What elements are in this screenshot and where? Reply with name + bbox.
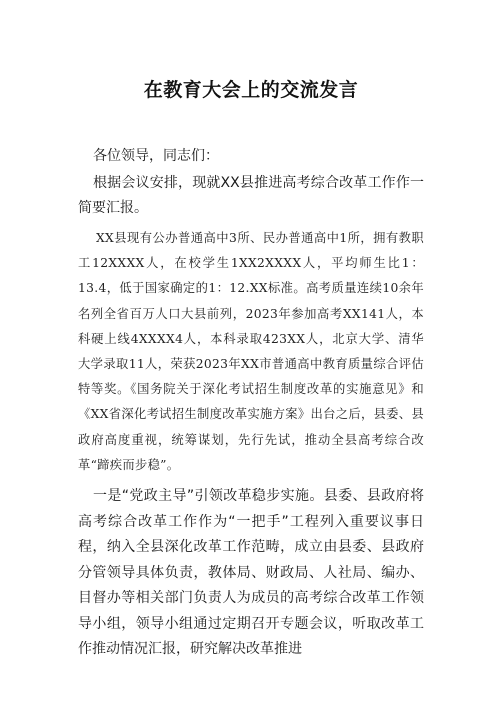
salutation-paragraph: 各位领导，同志们： bbox=[93, 148, 219, 164]
page-title: 在教育大会上的交流发言 bbox=[143, 79, 359, 101]
point-one-paragraph: 一是“党政主导”引领改革稳步实施。县委、县政府将高考综合改革工作作为“一把手”工程列入重要议事日程，纳入全县深化改革工作范畴，成立由县委、县政府分管领导具体负责，教体局、财政局、人社局、编办、目督办等相关部门负责人为成员的高考综合改革工作领导小组，领导小组通过定期召开专题会议，听取改革工作推动情况汇报，研究解决改革推进 bbox=[78, 488, 424, 658]
intro-paragraph: 根据会议安排，现就XX县推进高考综合改革工作作一简要汇报。 bbox=[78, 175, 424, 216]
background-paragraph: XX县现有公办普通高中3所、民办普通高中1所，拥有教职工12XXXX人，在校学生1XX2XXXX人，平均师生比1：13.4，低于国家确定的1：12.XX标准。高考质量连续10余年名列全省百万人口大县前列，2023年参加高考XX141人，本科硬上线4XXXX4人，本科录取423XX人，北京大学、清华大学录取11人，荣获2023年XX市普通高中教育质量综合评估特等奖。《国务院关于深化考试招生制度改革的实施意见》和《XX省深化考试招生制度改革实施方案》出台之后，县委、县政府高度重视，统筹谋划，先行先试，推动全县高考综合改革“蹄疾而步稳”。 bbox=[78, 231, 424, 472]
